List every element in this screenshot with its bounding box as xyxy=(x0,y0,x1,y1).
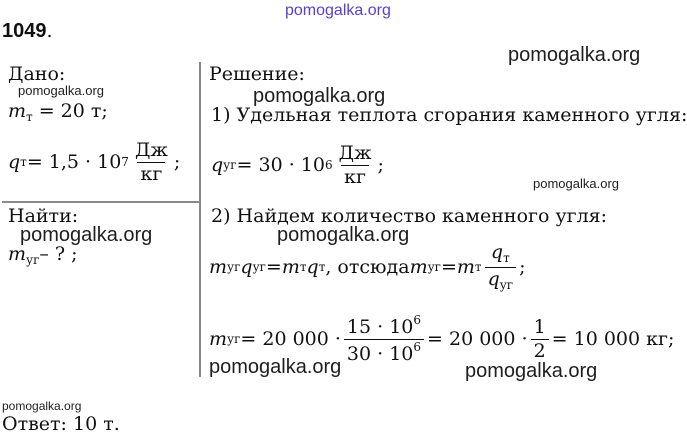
given-heat: q т = 1,5 · 10 7 $\frac{Дж}{кг}$ ; xyxy=(8,138,181,185)
given-heading: Дано: xyxy=(8,63,66,85)
watermark: pomogalka.org xyxy=(2,399,82,413)
coal-heat-value: q уг = 30 · 10 6 $\frac{Дж}{кг}$ ; xyxy=(211,141,384,188)
watermark: pomogalka.org xyxy=(277,224,410,246)
table-vertical-divider xyxy=(199,62,201,377)
unit-fraction: $\frac{Дж}{кг}$ xyxy=(134,138,168,185)
watermark: pomogalka.org xyxy=(18,83,104,98)
solution-heading: Решение: xyxy=(209,63,305,85)
watermark: pomogalka.org xyxy=(209,356,342,378)
answer: Ответ: 10 т. xyxy=(2,413,120,435)
watermark: pomogalka.org xyxy=(465,360,598,382)
find-heading: Найти: xyxy=(8,205,79,227)
watermark: pomogalka.org xyxy=(20,224,153,246)
table-horizontal-divider xyxy=(2,201,199,203)
half-fraction: $\frac{1}{2}$ xyxy=(531,317,549,362)
given-mass: $m_т = 20$ т; xyxy=(8,100,108,124)
numeric-fraction: $\frac{15 \cdot 10^6}{30 \cdot 10^6}$ xyxy=(344,314,424,365)
watermark: pomogalka.org xyxy=(253,85,386,107)
find-mass: $m_{уг}-$ ? ; xyxy=(8,243,78,267)
ratio-fraction: $\frac{q_т}{q_{уг}}$ xyxy=(485,242,517,291)
problem-number: 1049. xyxy=(2,20,53,42)
watermark-top: pomogalka.org xyxy=(285,2,391,19)
heat-balance-equation: m уг q уг = m т q т , отсюда m уг = m т $\frac{q_т}{q_{уг}}$ ; xyxy=(209,241,526,292)
unit-fraction: $\frac{Дж}{кг}$ xyxy=(338,141,372,188)
solution-step-2: 2) Найдем количество каменного угля: xyxy=(211,205,608,227)
watermark: pomogalka.org xyxy=(508,44,641,66)
solution-step-1: 1) Удельная теплота сгорания каменного угля: xyxy=(211,104,687,126)
watermark: pomogalka.org xyxy=(533,176,619,191)
mass-calculation: m уг = 20 000 · $\frac{15 \cdot 10^6}{30 \cdot 10^6}$ = 20 000 · $\frac{1}{2}$ = 10 000 кг; xyxy=(209,312,675,365)
